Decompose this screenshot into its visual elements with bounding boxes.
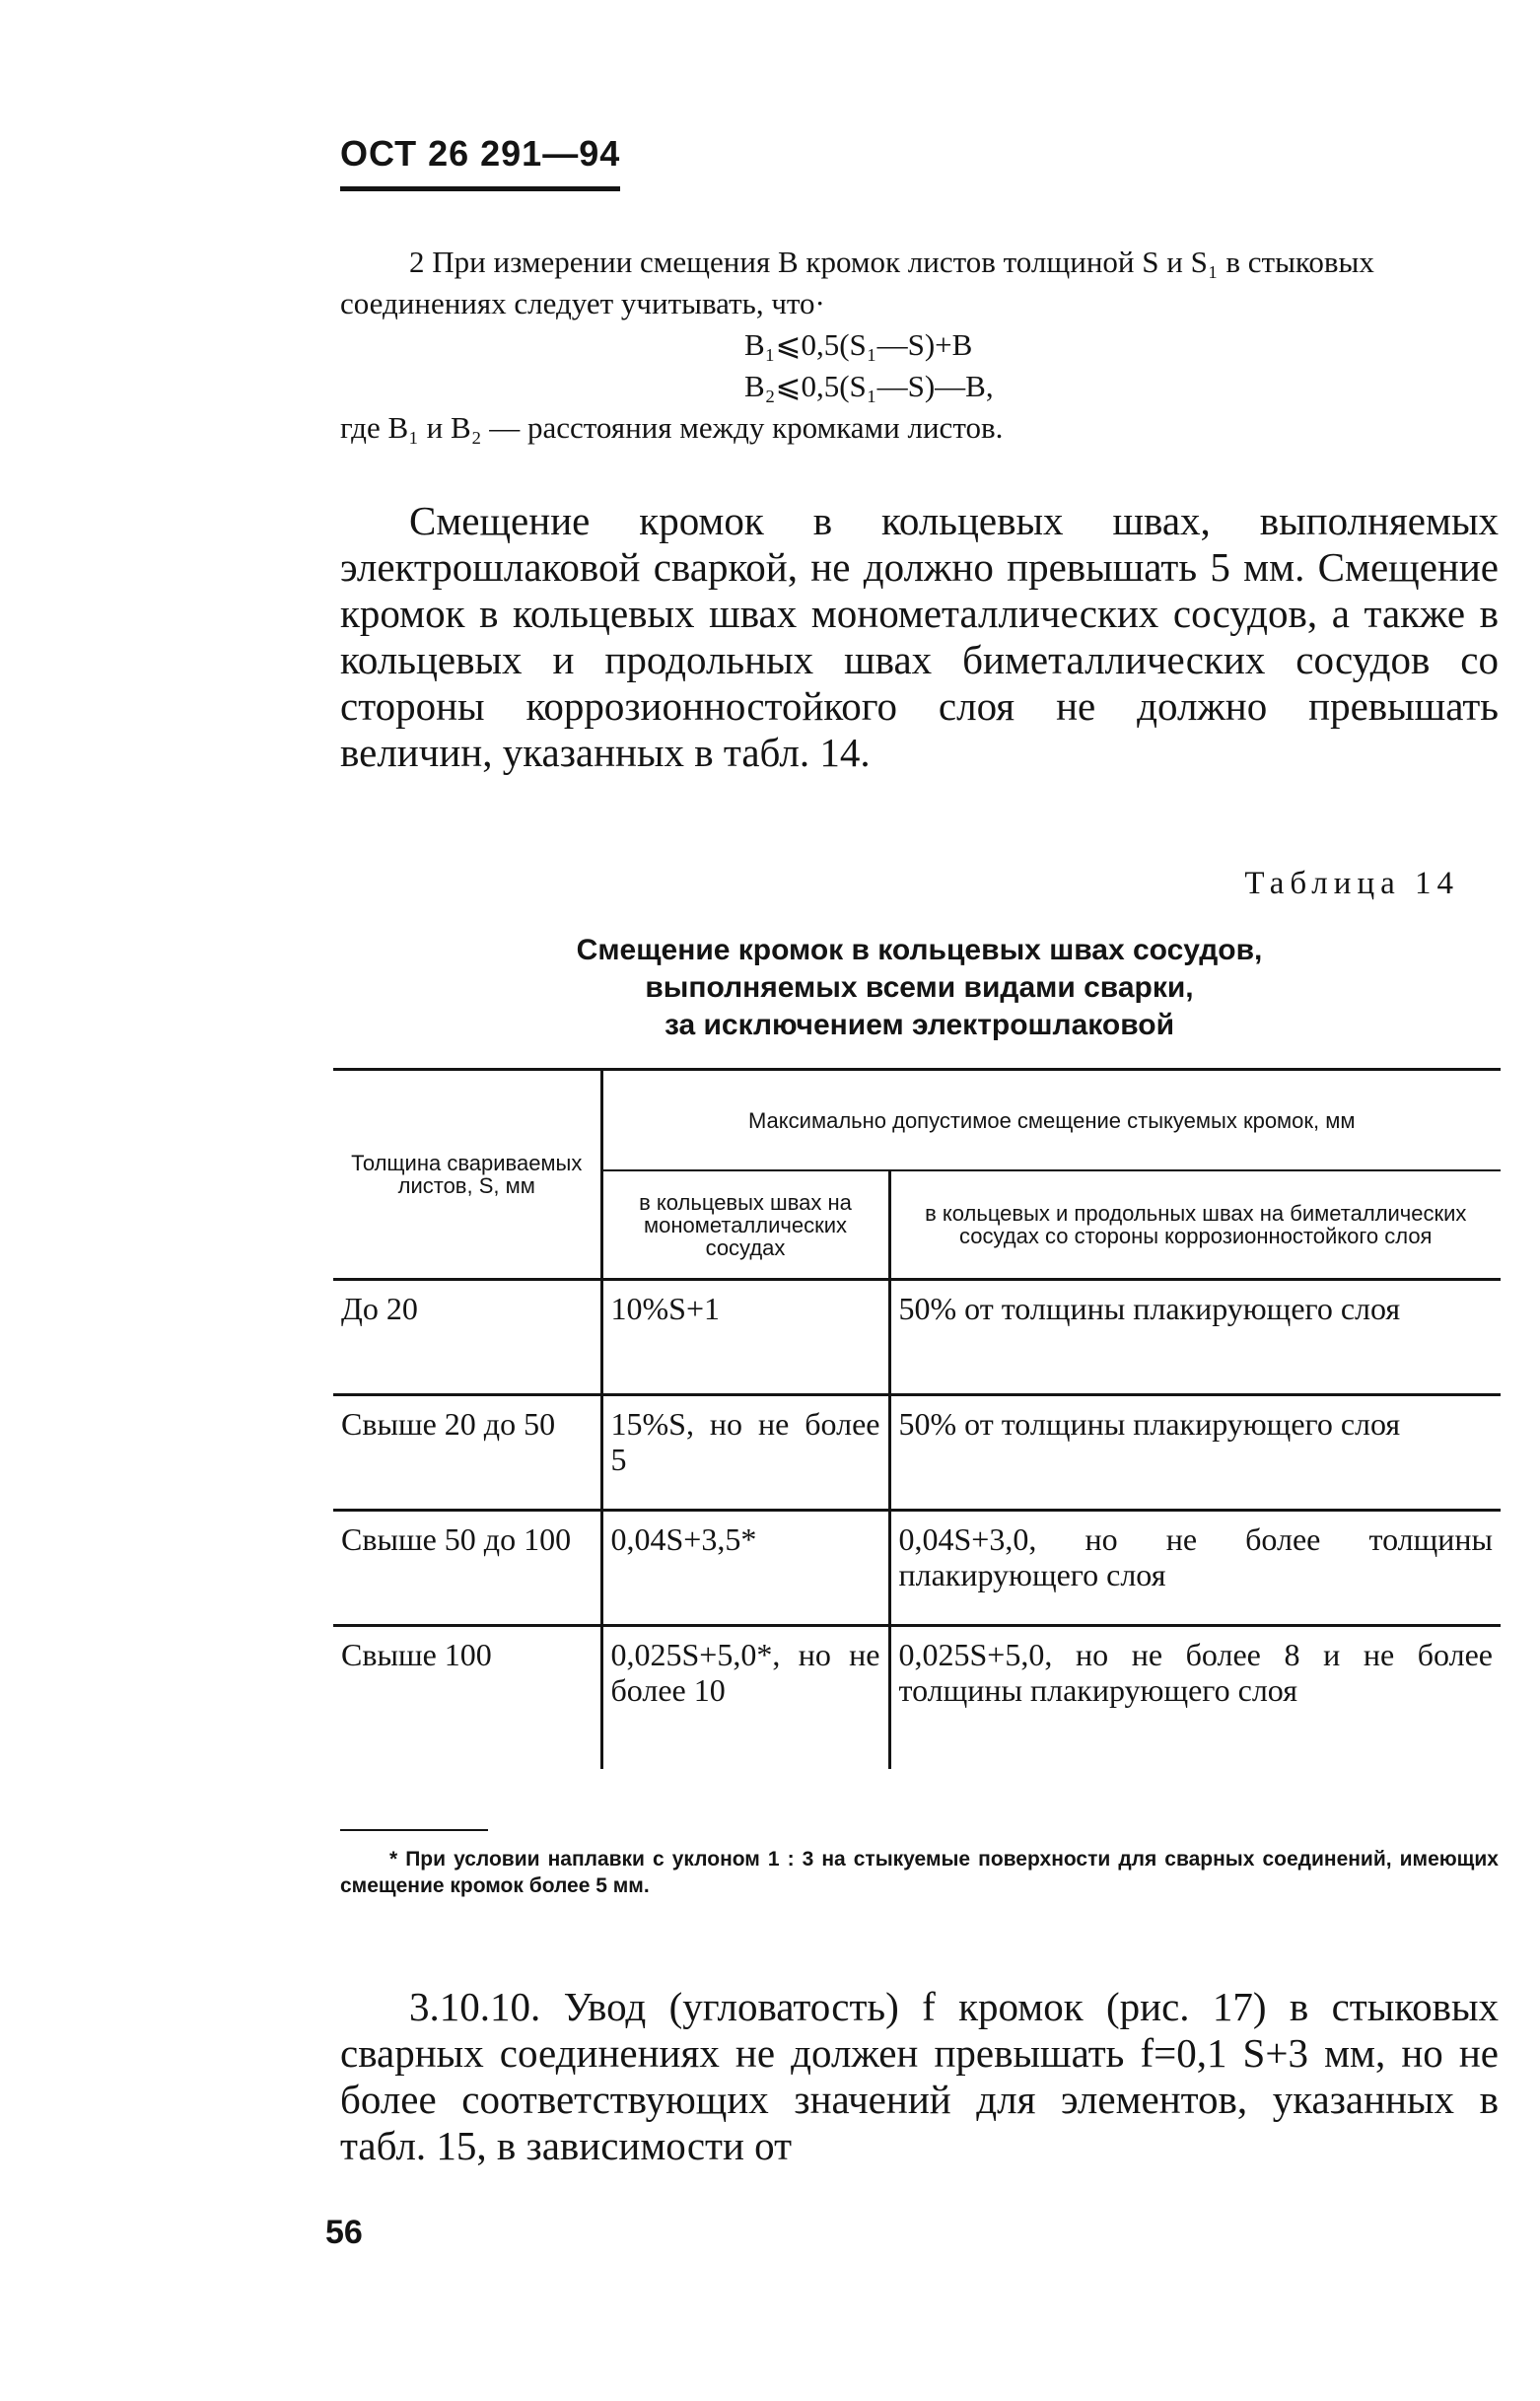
header-mono: в кольцевых швах на монометаллических сосудах: [601, 1170, 889, 1280]
main-paragraph: Смещение кромок в кольцевых швах, выполняемых электрошлаковой сваркой, не должно превышать 5 мм. Смещение кромок в кольцевых швах монометаллических сосудов, а также в кольцевых и продольных швах биметаллических сосудов со стороны коррозионностойкого слоя не должно превышать величин, указанных в табл. 14.: [340, 498, 1499, 775]
formula-b2: B₂⩽0,5(S₁—S)—B,: [744, 369, 994, 403]
cell-mono: 15%S, но не более 5: [601, 1395, 889, 1511]
cell-mono: 10%S+1: [601, 1280, 889, 1395]
header-bimetal: в кольцевых и продольных швах на биметаллических сосудах со стороны коррозионностойкого слоя: [889, 1170, 1501, 1280]
table-title-line: Смещение кромок в кольцевых швах сосудов,: [576, 934, 1263, 966]
formula-b1: B₁⩽0,5(S₁—S)+B: [744, 327, 973, 362]
table-row: [333, 1395, 1501, 1511]
cell-thickness: Свыше 20 до 50: [333, 1395, 601, 1511]
document-code-header: ОСТ 26 291—94: [340, 133, 620, 191]
cell-mono: 0,025S+5,0*, но не более 10: [601, 1626, 889, 1770]
note-block: [340, 242, 1499, 449]
table-title-line: за исключением электрошлаковой: [664, 1009, 1175, 1041]
table-row: [333, 1280, 1501, 1395]
note-intro: 2 При измерении смещения В кромок листов толщиной S и S₁ в стыковых соединениях следует учитывать, что·: [340, 245, 1374, 320]
cell-bimetal: 0,025S+5,0, но не более 8 и не более толщины плакирующего слоя: [889, 1626, 1501, 1770]
table-title-line: выполняемых всеми видами сварки,: [645, 971, 1194, 1004]
cell-thickness: До 20: [333, 1280, 601, 1395]
section-3-10-10-paragraph: 3.10.10. Увод (угловатость) f кромок (рис. 17) в стыковых сварных соединениях не должен превышать f=0,1 S+3 мм, но не более соответствующих значений для элементов, указанных в табл. 15, в зависимости от: [340, 1984, 1499, 2168]
footnote-divider: [340, 1829, 488, 1831]
table-footnote: * При условии наплавки с уклоном 1 : 3 на стыкуемые поверхности для сварных соединений, имеющих смещение кромок более 5 мм.: [340, 1848, 1499, 1897]
main-text: [340, 498, 1499, 776]
table-row: [333, 1511, 1501, 1626]
table-title: [340, 932, 1499, 1044]
cell-mono: 0,04S+3,5*: [601, 1511, 889, 1626]
cell-bimetal: 50% от толщины плакирующего слоя: [889, 1395, 1501, 1511]
table-row: [333, 1626, 1501, 1770]
cell-bimetal: 50% от толщины плакирующего слоя: [889, 1280, 1501, 1395]
edge-offset-table: [333, 1068, 1501, 1769]
header-thickness: Толщина свариваемых листов, S, мм: [333, 1070, 601, 1280]
note-where: где B₁ и B₂ — расстояния между кромками листов.: [340, 410, 1004, 445]
table-label: Таблица 14: [1244, 866, 1459, 901]
cell-thickness: Свыше 100: [341, 1637, 492, 1672]
header-max-offset: Максимально допустимое смещение стыкуемых кромок, мм: [601, 1070, 1501, 1171]
page-number: 56: [325, 2214, 363, 2251]
cell-bimetal: 0,04S+3,0, но не более толщины плакирующего слоя: [889, 1511, 1501, 1626]
cell-thickness: Свыше 50 до 100: [333, 1511, 601, 1626]
